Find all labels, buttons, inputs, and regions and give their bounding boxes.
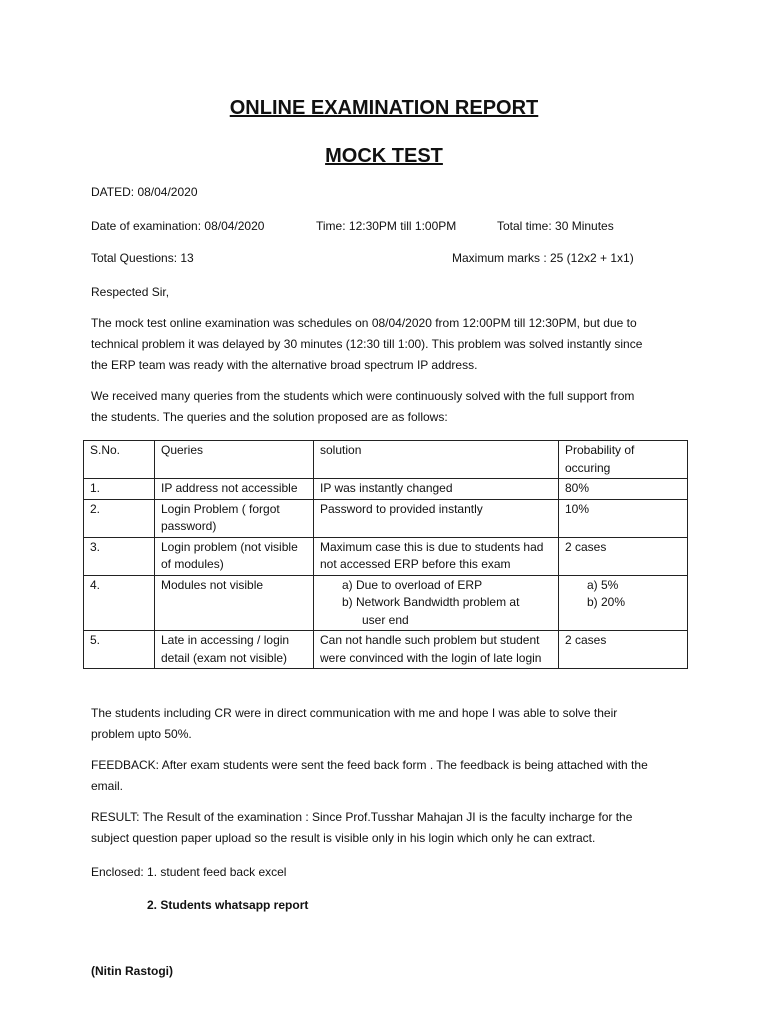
solution-item-b-cont: user end: [362, 612, 409, 627]
cell-sno: 1.: [84, 479, 155, 500]
enclosed-item-2: 2. Students whatsapp report: [147, 898, 309, 912]
cell-query: Modules not visible: [155, 575, 314, 631]
cell-sno: 2.: [84, 499, 155, 537]
cell-solution: Password to provided instantly: [314, 499, 559, 537]
queries-paragraph: [91, 386, 691, 428]
communication-line-2: problem upto 50%.: [91, 727, 192, 741]
queries-table: [83, 440, 688, 669]
total-questions: Total Questions: 13: [91, 251, 194, 265]
table-row: [84, 631, 688, 669]
intro-line-2: technical problem it was delayed by 30 minutes (12:30 till 1:00). This problem was solved instantly since: [91, 337, 643, 351]
solution-item-a: a) Due to overload of ERP: [342, 577, 483, 592]
feedback-line-2: email.: [91, 779, 124, 793]
header-solution: solution: [314, 441, 559, 479]
table-row: [84, 499, 688, 537]
cell-sno: 3.: [84, 537, 155, 575]
cell-query: Login problem (not visible of modules): [155, 537, 314, 575]
queries-line-2: the students. The queries and the solution proposed are as follows:: [91, 410, 448, 424]
maximum-marks: Maximum marks : 25 (12x2 + 1x1): [452, 251, 634, 265]
communication-paragraph: [91, 703, 691, 745]
header-probability: Probability of occuring: [559, 441, 688, 479]
intro-line-3: the ERP team was ready with the alternative broad spectrum IP address.: [91, 358, 478, 372]
header-queries: Queries: [155, 441, 314, 479]
cell-solution: [314, 575, 559, 631]
intro-paragraph: [91, 313, 691, 376]
cell-solution: Can not handle such problem but student were convinced with the login of late login: [314, 631, 559, 669]
cell-probability: 2 cases: [559, 631, 688, 669]
cell-query: Late in accessing / login detail (exam not visible): [155, 631, 314, 669]
cell-sno: 5.: [84, 631, 155, 669]
intro-line-1: The mock test online examination was schedules on 08/04/2020 from 12:00PM till 12:30PM, but due to: [91, 316, 637, 330]
cell-probability: 80%: [559, 479, 688, 500]
queries-line-1: We received many queries from the students which were continuously solved with the full support from: [91, 389, 635, 403]
cell-query: IP address not accessible: [155, 479, 314, 500]
enclosed-item-1: Enclosed: 1. student feed back excel: [91, 865, 287, 879]
report-subtitle: MOCK TEST: [325, 145, 443, 167]
table-row: [84, 575, 688, 631]
dated-line: DATED: 08/04/2020: [91, 185, 198, 199]
result-line-1: RESULT: The Result of the examination : Since Prof.Tusshar Mahajan JI is the faculty incharge for the: [91, 810, 633, 824]
cell-query: Login Problem ( forgot password): [155, 499, 314, 537]
exam-time: Time: 12:30PM till 1:00PM: [316, 219, 457, 233]
cell-solution: IP was instantly changed: [314, 479, 559, 500]
salutation: Respected Sir,: [91, 285, 170, 299]
feedback-line-1: FEEDBACK: After exam students were sent the feed back form . The feedback is being attached with the: [91, 758, 648, 772]
signature: (Nitin Rastogi): [91, 964, 173, 978]
table-row: [84, 537, 688, 575]
header-sno: S.No.: [84, 441, 155, 479]
communication-line-1: The students including CR were in direct communication with me and hope I was able to solve their: [91, 706, 618, 720]
cell-probability: 10%: [559, 499, 688, 537]
solution-item-b: b) Network Bandwidth problem at: [342, 595, 520, 609]
cell-solution: Maximum case this is due to students had not accessed ERP before this exam: [314, 537, 559, 575]
probability-item-b: b) 20%: [587, 595, 626, 609]
cell-probability: [559, 575, 688, 631]
result-line-2: subject question paper upload so the result is visible only in his login which only he can extract.: [91, 831, 596, 845]
table-row: [84, 479, 688, 500]
feedback-paragraph: [91, 755, 691, 797]
report-title: ONLINE EXAMINATION REPORT: [229, 97, 539, 119]
total-time: Total time: 30 Minutes: [497, 219, 614, 233]
cell-probability: 2 cases: [559, 537, 688, 575]
exam-date: Date of examination: 08/04/2020: [91, 219, 265, 233]
table-header-row: [84, 441, 688, 479]
result-paragraph: [91, 807, 691, 849]
probability-item-a: a) 5%: [587, 577, 619, 592]
cell-sno: 4.: [84, 575, 155, 631]
